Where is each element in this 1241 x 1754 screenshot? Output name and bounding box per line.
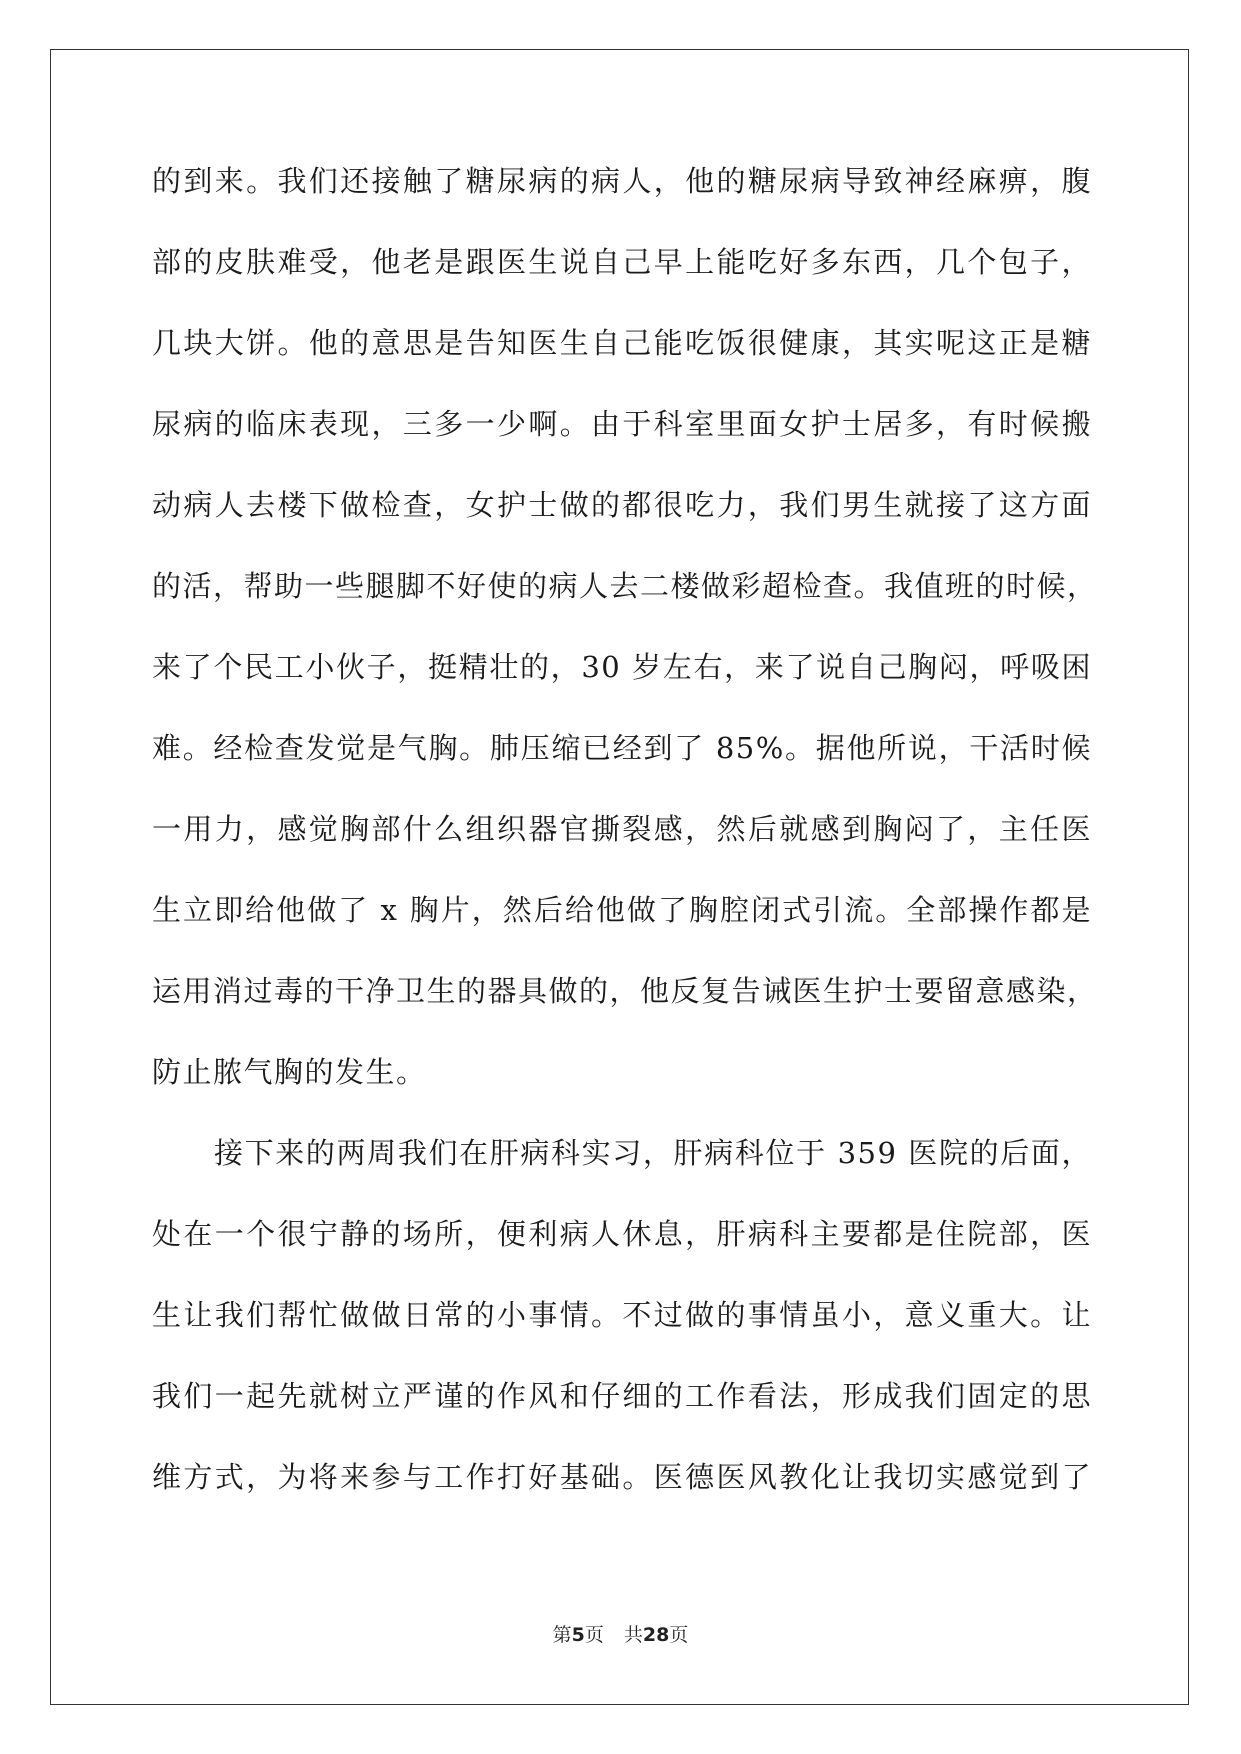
text-line: 处在一个很宁静的场所，便利病人休息，肝病科主要都是住院部，医 xyxy=(152,1217,1092,1251)
total-prefix: 共 xyxy=(623,1624,643,1646)
text-line: 难。经检查发觉是气胸。肺压缩已经到了 85%。据他所说，干活时候 xyxy=(152,731,1092,765)
text-line: 的活，帮助一些腿脚不好使的病人去二楼做彩超检查。我值班的时候， xyxy=(152,569,1098,603)
page-prefix: 第 xyxy=(552,1624,572,1646)
text-line: 维方式，为将来参与工作打好基础。医德医风教化让我切实感觉到了 xyxy=(152,1460,1092,1494)
text-line: 一用力，感觉胸部什么组织器官撕裂感，然后就感到胸闷了，主任医 xyxy=(152,812,1092,846)
text-line: 运用消过毒的干净卫生的器具做的，他反复告诫医生护士要留意感染， xyxy=(152,974,1098,1008)
text-line: 的到来。我们还接触了糖尿病的病人，他的糖尿病导致神经麻痹，腹 xyxy=(152,164,1092,198)
text-line: 生让我们帮忙做做日常的小事情。不过做的事情虽小，意义重大。让 xyxy=(152,1298,1092,1332)
page-suffix: 页 xyxy=(584,1624,604,1646)
total-pages: 28 xyxy=(642,1624,670,1646)
text-line: 来了个民工小伙子，挺精壮的，30 岁左右，来了说自己胸闷，呼吸困 xyxy=(152,650,1092,684)
document-body xyxy=(152,160,1098,1537)
paragraph-start-line: 接下来的两周我们在肝病科实习，肝病科位于 359 医院的后面， xyxy=(214,1136,1092,1170)
paragraph-end-line: 防止脓气胸的发生。 xyxy=(152,1055,427,1089)
page-footer xyxy=(0,1620,1241,1647)
text-line: 尿病的临床表现，三多一少啊。由于科室里面女护士居多，有时候搬 xyxy=(152,407,1092,441)
text-line: 部的皮肤难受，他老是跟医生说自己早上能吃好多东西，几个包子， xyxy=(152,245,1092,279)
total-suffix: 页 xyxy=(669,1624,689,1646)
page-number: 5 xyxy=(571,1624,585,1646)
text-line: 生立即给他做了 x 胸片，然后给他做了胸腔闭式引流。全部操作都是 xyxy=(152,893,1092,927)
text-line: 动病人去楼下做检查，女护士做的都很吃力，我们男生就接了这方面 xyxy=(152,488,1092,522)
text-line: 我们一起先就树立严谨的作风和仔细的工作看法，形成我们固定的思 xyxy=(152,1379,1092,1413)
text-line: 几块大饼。他的意思是告知医生自己能吃饭很健康，其实呢这正是糖 xyxy=(152,326,1092,360)
